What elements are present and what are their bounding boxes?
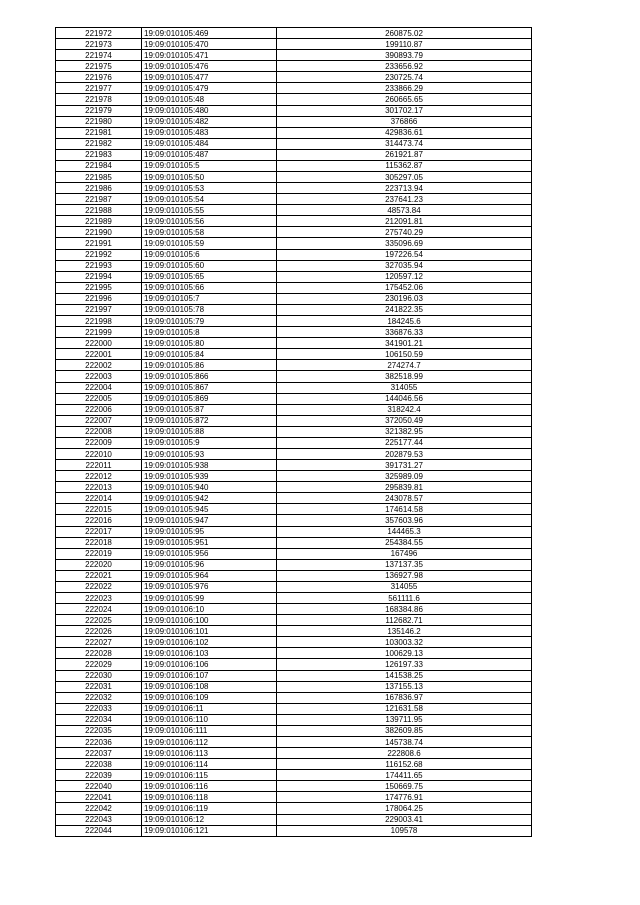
row-number-cell: 222012 bbox=[56, 471, 142, 482]
table-row bbox=[56, 271, 532, 282]
table-row bbox=[56, 404, 532, 415]
row-number-cell: 222002 bbox=[56, 360, 142, 371]
row-number-cell: 221976 bbox=[56, 72, 142, 83]
value-cell: 376866 bbox=[277, 116, 532, 127]
table-row bbox=[56, 526, 532, 537]
cadastral-number-cell: 19:09:010106:106 bbox=[142, 659, 277, 670]
table-row bbox=[56, 105, 532, 116]
cadastral-number-cell: 19:09:010105:479 bbox=[142, 83, 277, 94]
value-cell: 237641.23 bbox=[277, 194, 532, 205]
table-row bbox=[56, 437, 532, 448]
row-number-cell: 222020 bbox=[56, 559, 142, 570]
table-row bbox=[56, 737, 532, 748]
cadastral-number-cell: 19:09:010105:487 bbox=[142, 149, 277, 160]
row-number-cell: 222006 bbox=[56, 404, 142, 415]
value-cell: 212091.81 bbox=[277, 216, 532, 227]
value-cell: 106150.59 bbox=[277, 349, 532, 360]
value-cell: 275740.29 bbox=[277, 227, 532, 238]
row-number-cell: 222039 bbox=[56, 770, 142, 781]
table-row bbox=[56, 172, 532, 183]
table-row bbox=[56, 304, 532, 315]
value-cell: 336876.33 bbox=[277, 327, 532, 338]
table-row bbox=[56, 592, 532, 603]
value-cell: 305297.05 bbox=[277, 172, 532, 183]
row-number-cell: 222000 bbox=[56, 338, 142, 349]
cadastral-number-cell: 19:09:010106:108 bbox=[142, 681, 277, 692]
row-number-cell: 222018 bbox=[56, 537, 142, 548]
row-number-cell: 222041 bbox=[56, 792, 142, 803]
value-cell: 150669.75 bbox=[277, 781, 532, 792]
value-cell: 116152.68 bbox=[277, 759, 532, 770]
cadastral-number-cell: 19:09:010105:5 bbox=[142, 160, 277, 171]
cadastral-number-cell: 19:09:010105:867 bbox=[142, 382, 277, 393]
cadastral-number-cell: 19:09:010106:10 bbox=[142, 604, 277, 615]
cadastral-number-cell: 19:09:010106:12 bbox=[142, 814, 277, 825]
table-row bbox=[56, 360, 532, 371]
cadastral-number-cell: 19:09:010106:121 bbox=[142, 825, 277, 836]
row-number-cell: 222003 bbox=[56, 371, 142, 382]
row-number-cell: 222013 bbox=[56, 482, 142, 493]
table-row bbox=[56, 249, 532, 260]
cadastral-number-cell: 19:09:010106:111 bbox=[142, 725, 277, 736]
cadastral-number-cell: 19:09:010106:102 bbox=[142, 637, 277, 648]
row-number-cell: 222007 bbox=[56, 415, 142, 426]
table-row bbox=[56, 548, 532, 559]
cadastral-number-cell: 19:09:010106:118 bbox=[142, 792, 277, 803]
cadastral-number-cell: 19:09:010105:50 bbox=[142, 172, 277, 183]
row-number-cell: 222021 bbox=[56, 570, 142, 581]
cadastral-number-cell: 19:09:010105:54 bbox=[142, 194, 277, 205]
table-row bbox=[56, 581, 532, 592]
cadastral-number-cell: 19:09:010105:65 bbox=[142, 271, 277, 282]
cadastral-number-cell: 19:09:010105:59 bbox=[142, 238, 277, 249]
table-row bbox=[56, 72, 532, 83]
cadastral-number-cell: 19:09:010105:480 bbox=[142, 105, 277, 116]
row-number-cell: 222038 bbox=[56, 759, 142, 770]
cadastral-number-cell: 19:09:010106:11 bbox=[142, 703, 277, 714]
row-number-cell: 221972 bbox=[56, 28, 142, 39]
value-cell: 100629.13 bbox=[277, 648, 532, 659]
table-row bbox=[56, 349, 532, 360]
cadastral-number-cell: 19:09:010105:95 bbox=[142, 526, 277, 537]
cadastral-number-cell: 19:09:010105:8 bbox=[142, 327, 277, 338]
value-cell: 390893.79 bbox=[277, 50, 532, 61]
value-cell: 314055 bbox=[277, 382, 532, 393]
value-cell: 139711.95 bbox=[277, 714, 532, 725]
value-cell: 202879.53 bbox=[277, 448, 532, 459]
table-row bbox=[56, 748, 532, 759]
table-row bbox=[56, 781, 532, 792]
row-number-cell: 221990 bbox=[56, 227, 142, 238]
cadastral-number-cell: 19:09:010106:115 bbox=[142, 770, 277, 781]
row-number-cell: 221997 bbox=[56, 304, 142, 315]
row-number-cell: 222042 bbox=[56, 803, 142, 814]
value-cell: 174411.65 bbox=[277, 770, 532, 781]
row-number-cell: 222011 bbox=[56, 460, 142, 471]
row-number-cell: 221986 bbox=[56, 183, 142, 194]
cadastral-number-cell: 19:09:010105:947 bbox=[142, 515, 277, 526]
cadastral-number-cell: 19:09:010105:869 bbox=[142, 393, 277, 404]
table-row bbox=[56, 770, 532, 781]
cadastral-number-cell: 19:09:010105:477 bbox=[142, 72, 277, 83]
value-cell: 48573.84 bbox=[277, 205, 532, 216]
table-row bbox=[56, 426, 532, 437]
table-row bbox=[56, 160, 532, 171]
table-row bbox=[56, 825, 532, 836]
row-number-cell: 222028 bbox=[56, 648, 142, 659]
value-cell: 136927.98 bbox=[277, 570, 532, 581]
value-cell: 109578 bbox=[277, 825, 532, 836]
table-row bbox=[56, 338, 532, 349]
cadastral-number-cell: 19:09:010105:940 bbox=[142, 482, 277, 493]
row-number-cell: 222029 bbox=[56, 659, 142, 670]
row-number-cell: 222030 bbox=[56, 670, 142, 681]
cadastral-number-cell: 19:09:010105:470 bbox=[142, 39, 277, 50]
cadastral-number-cell: 19:09:010105:48 bbox=[142, 94, 277, 105]
value-cell: 429836.61 bbox=[277, 127, 532, 138]
value-cell: 260665.65 bbox=[277, 94, 532, 105]
cadastral-number-cell: 19:09:010105:93 bbox=[142, 448, 277, 459]
table-row bbox=[56, 471, 532, 482]
table-row bbox=[56, 138, 532, 149]
value-cell: 144046.56 bbox=[277, 393, 532, 404]
value-cell: 135146.2 bbox=[277, 626, 532, 637]
row-number-cell: 222009 bbox=[56, 437, 142, 448]
row-number-cell: 222015 bbox=[56, 504, 142, 515]
table-row bbox=[56, 216, 532, 227]
row-number-cell: 221988 bbox=[56, 205, 142, 216]
table-row bbox=[56, 670, 532, 681]
table-body bbox=[56, 28, 532, 837]
row-number-cell: 221980 bbox=[56, 116, 142, 127]
cadastral-number-cell: 19:09:010105:866 bbox=[142, 371, 277, 382]
row-number-cell: 222019 bbox=[56, 548, 142, 559]
value-cell: 391731.27 bbox=[277, 460, 532, 471]
value-cell: 144465.3 bbox=[277, 526, 532, 537]
row-number-cell: 222043 bbox=[56, 814, 142, 825]
value-cell: 141538.25 bbox=[277, 670, 532, 681]
value-cell: 382609.85 bbox=[277, 725, 532, 736]
cadastral-number-cell: 19:09:010105:56 bbox=[142, 216, 277, 227]
table-row bbox=[56, 149, 532, 160]
cadastral-number-cell: 19:09:010105:60 bbox=[142, 260, 277, 271]
value-cell: 175452.06 bbox=[277, 282, 532, 293]
row-number-cell: 221984 bbox=[56, 160, 142, 171]
value-cell: 178064.25 bbox=[277, 803, 532, 814]
row-number-cell: 222001 bbox=[56, 349, 142, 360]
value-cell: 372050.49 bbox=[277, 415, 532, 426]
row-number-cell: 222031 bbox=[56, 681, 142, 692]
row-number-cell: 222017 bbox=[56, 526, 142, 537]
cadastral-number-cell: 19:09:010106:116 bbox=[142, 781, 277, 792]
value-cell: 137137.35 bbox=[277, 559, 532, 570]
cadastral-number-cell: 19:09:010105:9 bbox=[142, 437, 277, 448]
cadastral-number-cell: 19:09:010105:469 bbox=[142, 28, 277, 39]
row-number-cell: 221994 bbox=[56, 271, 142, 282]
value-cell: 184245.6 bbox=[277, 316, 532, 327]
row-number-cell: 222008 bbox=[56, 426, 142, 437]
value-cell: 167496 bbox=[277, 548, 532, 559]
cadastral-number-cell: 19:09:010105:84 bbox=[142, 349, 277, 360]
row-number-cell: 221974 bbox=[56, 50, 142, 61]
table-row bbox=[56, 227, 532, 238]
cadastral-number-cell: 19:09:010105:96 bbox=[142, 559, 277, 570]
value-cell: 318242.4 bbox=[277, 404, 532, 415]
table-row bbox=[56, 282, 532, 293]
table-row bbox=[56, 260, 532, 271]
cadastral-number-cell: 19:09:010105:964 bbox=[142, 570, 277, 581]
row-number-cell: 221987 bbox=[56, 194, 142, 205]
cadastral-number-cell: 19:09:010105:976 bbox=[142, 581, 277, 592]
row-number-cell: 222023 bbox=[56, 592, 142, 603]
row-number-cell: 221995 bbox=[56, 282, 142, 293]
row-number-cell: 221982 bbox=[56, 138, 142, 149]
cadastral-number-cell: 19:09:010105:6 bbox=[142, 249, 277, 260]
value-cell: 222808.6 bbox=[277, 748, 532, 759]
value-cell: 225177.44 bbox=[277, 437, 532, 448]
value-cell: 260875.02 bbox=[277, 28, 532, 39]
table-row bbox=[56, 327, 532, 338]
cadastral-number-cell: 19:09:010105:87 bbox=[142, 404, 277, 415]
table-row bbox=[56, 194, 532, 205]
row-number-cell: 221989 bbox=[56, 216, 142, 227]
cadastral-number-cell: 19:09:010106:110 bbox=[142, 714, 277, 725]
cadastral-number-cell: 19:09:010105:872 bbox=[142, 415, 277, 426]
row-number-cell: 221996 bbox=[56, 293, 142, 304]
value-cell: 230725.74 bbox=[277, 72, 532, 83]
row-number-cell: 222032 bbox=[56, 692, 142, 703]
cadastral-number-cell: 19:09:010105:53 bbox=[142, 183, 277, 194]
row-number-cell: 222034 bbox=[56, 714, 142, 725]
row-number-cell: 222005 bbox=[56, 393, 142, 404]
cadastral-number-cell: 19:09:010105:58 bbox=[142, 227, 277, 238]
table-row bbox=[56, 714, 532, 725]
cadastral-number-cell: 19:09:010106:114 bbox=[142, 759, 277, 770]
value-cell: 325989.09 bbox=[277, 471, 532, 482]
cadastral-number-cell: 19:09:010105:484 bbox=[142, 138, 277, 149]
cadastral-number-cell: 19:09:010106:113 bbox=[142, 748, 277, 759]
table-row bbox=[56, 382, 532, 393]
cadastral-number-cell: 19:09:010105:471 bbox=[142, 50, 277, 61]
value-cell: 126197.33 bbox=[277, 659, 532, 670]
row-number-cell: 222026 bbox=[56, 626, 142, 637]
value-cell: 167836.97 bbox=[277, 692, 532, 703]
value-cell: 103003.32 bbox=[277, 637, 532, 648]
row-number-cell: 222033 bbox=[56, 703, 142, 714]
row-number-cell: 221991 bbox=[56, 238, 142, 249]
row-number-cell: 222024 bbox=[56, 604, 142, 615]
row-number-cell: 222040 bbox=[56, 781, 142, 792]
table-row bbox=[56, 316, 532, 327]
value-cell: 120597.12 bbox=[277, 271, 532, 282]
value-cell: 341901.21 bbox=[277, 338, 532, 349]
row-number-cell: 221981 bbox=[56, 127, 142, 138]
row-number-cell: 222025 bbox=[56, 615, 142, 626]
table-row bbox=[56, 648, 532, 659]
table-row bbox=[56, 537, 532, 548]
row-number-cell: 221977 bbox=[56, 83, 142, 94]
cadastral-number-cell: 19:09:010105:7 bbox=[142, 293, 277, 304]
table-row bbox=[56, 792, 532, 803]
table-row bbox=[56, 371, 532, 382]
table-row bbox=[56, 570, 532, 581]
table-row bbox=[56, 94, 532, 105]
cadastral-number-cell: 19:09:010106:100 bbox=[142, 615, 277, 626]
value-cell: 174614.58 bbox=[277, 504, 532, 515]
table-row bbox=[56, 183, 532, 194]
row-number-cell: 222014 bbox=[56, 493, 142, 504]
table-row bbox=[56, 814, 532, 825]
table-row bbox=[56, 692, 532, 703]
value-cell: 112682.71 bbox=[277, 615, 532, 626]
cadastral-number-cell: 19:09:010105:99 bbox=[142, 592, 277, 603]
table-row bbox=[56, 482, 532, 493]
value-cell: 241822.35 bbox=[277, 304, 532, 315]
row-number-cell: 222016 bbox=[56, 515, 142, 526]
table-row bbox=[56, 83, 532, 94]
cadastral-number-cell: 19:09:010105:476 bbox=[142, 61, 277, 72]
table-row bbox=[56, 504, 532, 515]
row-number-cell: 222037 bbox=[56, 748, 142, 759]
cadastral-number-cell: 19:09:010106:109 bbox=[142, 692, 277, 703]
cadastral-number-cell: 19:09:010106:112 bbox=[142, 737, 277, 748]
table-row bbox=[56, 61, 532, 72]
value-cell: 382518.99 bbox=[277, 371, 532, 382]
cadastral-number-cell: 19:09:010105:88 bbox=[142, 426, 277, 437]
value-cell: 145738.74 bbox=[277, 737, 532, 748]
cadastral-number-cell: 19:09:010105:942 bbox=[142, 493, 277, 504]
cadastral-number-cell: 19:09:010105:79 bbox=[142, 316, 277, 327]
value-cell: 321382.95 bbox=[277, 426, 532, 437]
row-number-cell: 222004 bbox=[56, 382, 142, 393]
value-cell: 233656.92 bbox=[277, 61, 532, 72]
value-cell: 561111.6 bbox=[277, 592, 532, 603]
cadastral-number-cell: 19:09:010105:55 bbox=[142, 205, 277, 216]
value-cell: 295839.81 bbox=[277, 482, 532, 493]
cadastral-number-cell: 19:09:010105:945 bbox=[142, 504, 277, 515]
cadastral-number-cell: 19:09:010106:107 bbox=[142, 670, 277, 681]
cadastral-number-cell: 19:09:010106:103 bbox=[142, 648, 277, 659]
row-number-cell: 222036 bbox=[56, 737, 142, 748]
value-cell: 357603.96 bbox=[277, 515, 532, 526]
row-number-cell: 222022 bbox=[56, 581, 142, 592]
table-row bbox=[56, 604, 532, 615]
value-cell: 261921.87 bbox=[277, 149, 532, 160]
value-cell: 168384.86 bbox=[277, 604, 532, 615]
value-cell: 230196.03 bbox=[277, 293, 532, 304]
table-row bbox=[56, 393, 532, 404]
row-number-cell: 221979 bbox=[56, 105, 142, 116]
table-row bbox=[56, 725, 532, 736]
table-row bbox=[56, 626, 532, 637]
table-row bbox=[56, 803, 532, 814]
value-cell: 274274.7 bbox=[277, 360, 532, 371]
cadastral-number-cell: 19:09:010105:80 bbox=[142, 338, 277, 349]
row-number-cell: 222010 bbox=[56, 448, 142, 459]
table-row bbox=[56, 293, 532, 304]
cadastral-number-cell: 19:09:010105:78 bbox=[142, 304, 277, 315]
value-cell: 229003.41 bbox=[277, 814, 532, 825]
cadastral-number-cell: 19:09:010105:482 bbox=[142, 116, 277, 127]
row-number-cell: 221983 bbox=[56, 149, 142, 160]
table-row bbox=[56, 681, 532, 692]
value-cell: 174776.91 bbox=[277, 792, 532, 803]
cadastral-number-cell: 19:09:010105:951 bbox=[142, 537, 277, 548]
table-row bbox=[56, 28, 532, 39]
cadastral-number-cell: 19:09:010105:938 bbox=[142, 460, 277, 471]
row-number-cell: 221975 bbox=[56, 61, 142, 72]
table-row bbox=[56, 415, 532, 426]
row-number-cell: 222035 bbox=[56, 725, 142, 736]
table-row bbox=[56, 703, 532, 714]
value-cell: 233866.29 bbox=[277, 83, 532, 94]
cadastral-number-cell: 19:09:010105:86 bbox=[142, 360, 277, 371]
table-row bbox=[56, 659, 532, 670]
row-number-cell: 221978 bbox=[56, 94, 142, 105]
value-cell: 314473.74 bbox=[277, 138, 532, 149]
value-cell: 314055 bbox=[277, 581, 532, 592]
value-cell: 197226.54 bbox=[277, 249, 532, 260]
cadastral-number-cell: 19:09:010105:483 bbox=[142, 127, 277, 138]
row-number-cell: 222027 bbox=[56, 637, 142, 648]
cadastral-number-cell: 19:09:010106:101 bbox=[142, 626, 277, 637]
table-row bbox=[56, 205, 532, 216]
table-row bbox=[56, 238, 532, 249]
row-number-cell: 221999 bbox=[56, 327, 142, 338]
value-cell: 121631.58 bbox=[277, 703, 532, 714]
row-number-cell: 222044 bbox=[56, 825, 142, 836]
table-row bbox=[56, 493, 532, 504]
row-number-cell: 221992 bbox=[56, 249, 142, 260]
value-cell: 223713.94 bbox=[277, 183, 532, 194]
value-cell: 254384.55 bbox=[277, 537, 532, 548]
cadastral-number-cell: 19:09:010105:66 bbox=[142, 282, 277, 293]
value-cell: 327035.94 bbox=[277, 260, 532, 271]
cadastral-number-cell: 19:09:010106:119 bbox=[142, 803, 277, 814]
table-row bbox=[56, 759, 532, 770]
value-cell: 301702.17 bbox=[277, 105, 532, 116]
table-row bbox=[56, 637, 532, 648]
table-row bbox=[56, 448, 532, 459]
cadastral-number-cell: 19:09:010105:939 bbox=[142, 471, 277, 482]
value-cell: 243078.57 bbox=[277, 493, 532, 504]
table-row bbox=[56, 615, 532, 626]
table-row bbox=[56, 116, 532, 127]
cadastral-value-table bbox=[55, 27, 532, 837]
table-row bbox=[56, 50, 532, 61]
table-row bbox=[56, 515, 532, 526]
row-number-cell: 221973 bbox=[56, 39, 142, 50]
value-cell: 137155.13 bbox=[277, 681, 532, 692]
table-row bbox=[56, 39, 532, 50]
cadastral-number-cell: 19:09:010105:956 bbox=[142, 548, 277, 559]
table-row bbox=[56, 559, 532, 570]
value-cell: 199110.87 bbox=[277, 39, 532, 50]
row-number-cell: 221985 bbox=[56, 172, 142, 183]
value-cell: 335096.69 bbox=[277, 238, 532, 249]
value-cell: 115362.87 bbox=[277, 160, 532, 171]
row-number-cell: 221998 bbox=[56, 316, 142, 327]
table-row bbox=[56, 127, 532, 138]
row-number-cell: 221993 bbox=[56, 260, 142, 271]
table-row bbox=[56, 460, 532, 471]
